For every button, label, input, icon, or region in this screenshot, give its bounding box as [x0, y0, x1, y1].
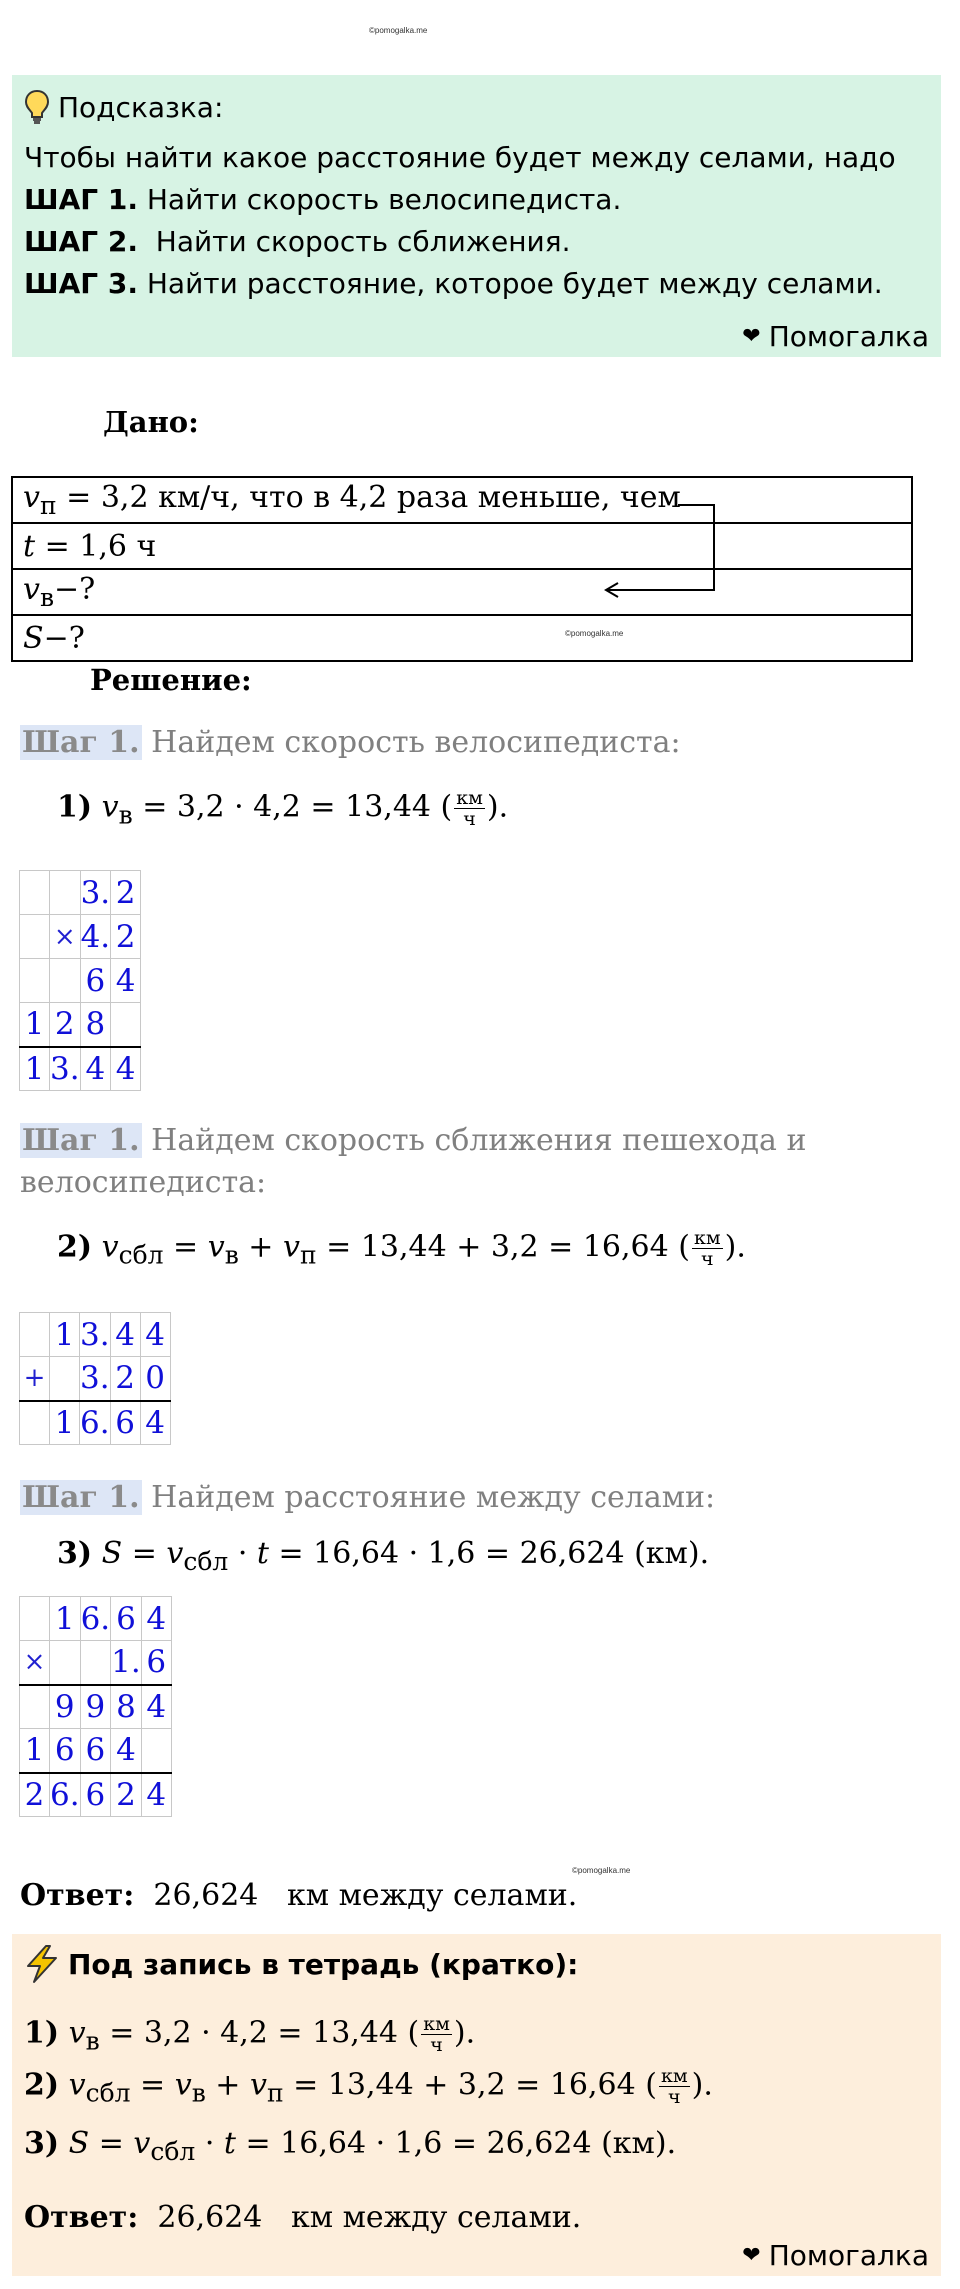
step-2-heading: Шаг 1. Найдем скорость сближения пешехода и велосипедиста: [20, 1123, 807, 1200]
given-row: S−? [12, 615, 912, 661]
given-row: $v_в-$? [12, 569, 912, 615]
grid-row: 1 3. 4 4 [20, 1313, 171, 1357]
hint-title: Подсказка: [58, 90, 224, 124]
notes-answer: Ответ: 26,624 км между селами. [24, 2200, 582, 2235]
grid-row: 9 9 8 4 [20, 1685, 172, 1729]
grid-row: 2 6. 6 2 4 [20, 1773, 172, 1817]
grid-row: 1 6. 6 4 [20, 1401, 171, 1445]
grid-row: × 4. 2 [20, 915, 141, 959]
multiplication-grid-1 [19, 870, 141, 1091]
grid-row: 3. 2 [20, 871, 141, 915]
notes-formula-1: 1) $v_в = 3,2 \cdot 4,2 = 13,44$ ( $\frac{км}{ч}$ ). [24, 2013, 476, 2056]
notes-formula-2: 2) $v_{сбл} = v_в + v_п = 13,44 + 3,2 = 16,64$ ( $\frac{км}{ч}$ ). [24, 2065, 713, 2108]
solution-title: Решение: [90, 663, 252, 697]
grid-row: × 1. 6 [20, 1641, 172, 1685]
grid-row: 1 2 8 [20, 1003, 141, 1047]
lightning-icon [24, 1944, 60, 1984]
unit-fraction: $\frac{км}{ч}$ [423, 2013, 450, 2056]
notes-title: Под запись в тетрадь (кратко): [68, 1947, 579, 1981]
hint-step-1: ШАГ 1. Найти скорость велосипедиста. [24, 183, 622, 216]
given-row: t = 1,6 ч [12, 523, 912, 569]
formula-2: 2) $v_{сбл} = v_в + v_п = 13,44 + 3,2 = 16,64$ ( $\frac{км}{ч}$ ). [57, 1227, 746, 1270]
grid-row: 1 6 6 4 [20, 1729, 172, 1773]
heart-icon: ❤ [742, 2243, 761, 2268]
notes-box [12, 1934, 941, 2276]
formula-3: 3) $S = v_{сбл} \cdot t = 16,64 \cdot 1,6 = 26,624$ (км). [57, 1536, 710, 1576]
watermark-answer: ©pomogalka.me [572, 1866, 631, 1875]
formula-1: 1) $v_в = 3,2 \cdot 4,2 = 13,44$ ( $\frac{км}{ч}$ ). [57, 787, 509, 830]
brand-notes: ❤ Помогалка [742, 2239, 929, 2272]
grid-row: 1 6. 6 4 [20, 1597, 172, 1641]
given-title: Дано: [103, 405, 199, 439]
watermark-table: ©pomogalka.me [565, 629, 624, 638]
notes-formula-3: 3) $S = v_{сбл} \cdot t = 16,64 \cdot 1,6 = 26,624$ (км). [24, 2126, 677, 2166]
grid-row: + 3. 2 0 [20, 1357, 171, 1401]
unit-fraction: $\frac{км}{ч}$ [456, 787, 483, 830]
brand-hint: ❤ Помогалка [742, 320, 929, 353]
addition-grid [19, 1312, 171, 1445]
answer-line: Ответ: 26,624 км между селами. [20, 1878, 578, 1913]
step-3-heading: Шаг 1. Найдем расстояние между селами: [22, 1480, 716, 1515]
hint-step-3: ШАГ 3. Найти расстояние, которое будет между селами. [24, 267, 883, 300]
notes-header [24, 1944, 578, 1984]
unit-fraction: $\frac{км}{ч}$ [693, 1227, 721, 1270]
step-1-heading: Шаг 1. Найдем скорость велосипедиста: [22, 725, 681, 760]
hint-intro: Чтобы найти какое расстояние будет между селами, надо [24, 141, 896, 174]
multiplication-grid-2 [19, 1596, 172, 1817]
watermark-top: ©pomogalka.me [369, 26, 428, 35]
grid-row: 6 4 [20, 959, 141, 1003]
given-row: $v_п = 3,2$ км/ч, что в 4,2 раза меньше, чем [12, 477, 912, 523]
hint-step-2: ШАГ 2. Найти скорость сближения. [24, 225, 571, 258]
grid-row: 1 3. 4 4 [20, 1047, 141, 1091]
given-arrow [0, 0, 960, 640]
unit-fraction: $\frac{км}{ч}$ [660, 2065, 688, 2108]
heart-icon: ❤ [742, 324, 761, 349]
